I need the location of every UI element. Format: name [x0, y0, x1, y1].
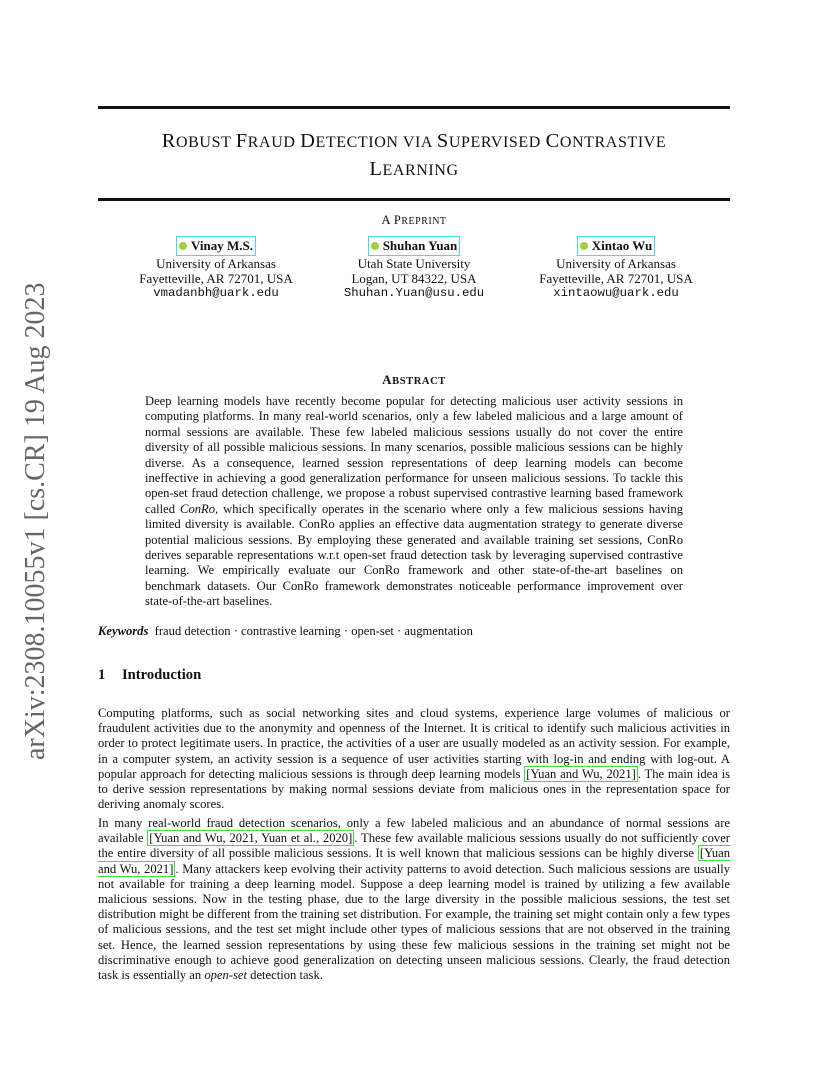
citation-link[interactable]: [Yuan and Wu, 2021]	[526, 766, 636, 781]
preprint-label: A PREPRINT	[381, 213, 447, 227]
citation-link[interactable]: [Yuan and Wu, 2021, Yuan et al., 2020]	[149, 831, 353, 846]
author-affiliation: University of Arkansas	[156, 256, 276, 271]
author-address: Fayetteville, AR 72701, USA	[139, 271, 293, 286]
title-top-rule	[98, 106, 730, 109]
title-line-2: LEARNING	[369, 158, 459, 180]
section-heading: 1 Introduction	[98, 667, 202, 683]
author-email: xintaowu@uark.edu	[553, 286, 679, 300]
keywords-label: Keywords	[98, 624, 149, 638]
title-bottom-rule	[98, 198, 730, 201]
author-name-link[interactable]: Shuhan Yuan	[368, 236, 461, 256]
author-block	[500, 236, 732, 301]
author-address: Fayetteville, AR 72701, USA	[539, 271, 693, 286]
author-email: Shuhan.Yuan@usu.edu	[343, 286, 485, 300]
keywords-text: fraud detection · contrastive learning · open-set · augmentation	[154, 624, 473, 638]
author-affiliation: Utah State University	[357, 256, 471, 271]
arxiv-identifier: arXiv:2308.10055v1 [cs.CR] 19 Aug 2023	[20, 282, 51, 760]
author-name-link[interactable]: Vinay M.S.	[176, 236, 256, 256]
abstract-body: Deep learning models have recently become popular for detecting malicious user activity sessions in computing platforms. In many real-world scenarios, only a few labeled malicious and a large amount of normal sessions are available. These few labeled malicious sessions usually do not cover the entire diversity of all possible malicious sessions. In many scenarios, possible malicious sessions can be highly diverse. As a consequence, learned session representations of deep learning models can become ineffective in achieving a good generalization performance for unseen malicious sessions. To tackle this open-set fraud detection challenge, we propose a robust supervised contrastive learning based framework called ConRo, which specifically operates in the scenario where only a few malicious sessions having limited diversity is available. ConRo applies an effective data augmentation strategy to generate diverse potential malicious sessions. By employing these generated and available training set sessions, ConRo derives separable representations w.r.t open-set fraud detection task by leveraging supervised contrastive learning. We empirically evaluate our ConRo framework and other state-of-the-art baselines on benchmark datasets. Our ConRo framework demonstrates noticeable performance improvement over state-of-the-art baselines.	[145, 394, 683, 609]
author-block	[304, 236, 524, 301]
author-name-link[interactable]: Xintao Wu	[577, 236, 656, 256]
author-address: Logan, UT 84322, USA	[351, 271, 477, 286]
intro-paragraph-1: Computing platforms, such as social networking sites and cloud systems, experience large volumes of malicious or fraudulent activities due to the anonymity and openness of the Internet. It is critical to identify such malicious activities in order to protect legitimate users. In practice, the activities of a user are usually modeled as an activity session. For example, in a computer system, an activity session is a sequence of user activities starting with log-in and ending with log-out. A popular approach for detecting malicious sessions is through deep learning models [Yuan and Wu, 2021] . The main idea is to derive session representations by making normal sessions deviate from malicious ones in the representation space for deriving anomaly scores.	[98, 706, 731, 812]
title-line-1: ROBUST FRAUD DETECTION VIA SUPERVISED CONTRASTIVE	[161, 130, 667, 152]
keywords-line	[98, 624, 730, 639]
paper-title	[98, 128, 730, 184]
orcid-icon[interactable]	[179, 242, 187, 250]
abstract-heading: ABSTRACT	[382, 372, 446, 387]
orcid-icon[interactable]	[580, 242, 588, 250]
author-block	[98, 236, 334, 301]
citation-link[interactable]: [Yuan and Wu, 2021]	[98, 846, 730, 876]
author-email: vmadanbh@uark.edu	[153, 286, 279, 300]
orcid-icon[interactable]	[371, 242, 379, 250]
intro-paragraph-2: In many real-world fraud detection scenarios, only a few labeled malicious and an abundance of normal sessions are available [Yuan and Wu, 2021, Yuan et al., 2020] . These few available malicious sessions usually do not sufficiently cover the entire diversity of all possible malicious sessions. It is well known that malicious sessions can be highly diverse [Yuan and Wu, 2021] . Many attackers keep evolving their activity patterns to avoid detection. Such malicious sessions are usually not available for training a deep learning model. Suppose a deep learning model is trained by utilizing a few available malicious sessions. Now in the testing phase, due to the large diversity in the possible malicious sessions, the test set distribution might be different from the training set distribution. For example, the training set might contain only a few types of malicious sessions, and the test set might include other types of malicious sessions that are not observed in the training set. Hence, the learned session representations by using these few malicious sessions in the training set might not be discriminative enough to achieve good generalization on detecting unseen malicious sessions. Clearly, the fraud detection task is essentially an open-set detection task.	[98, 816, 730, 983]
author-affiliation: University of Arkansas	[556, 256, 676, 271]
